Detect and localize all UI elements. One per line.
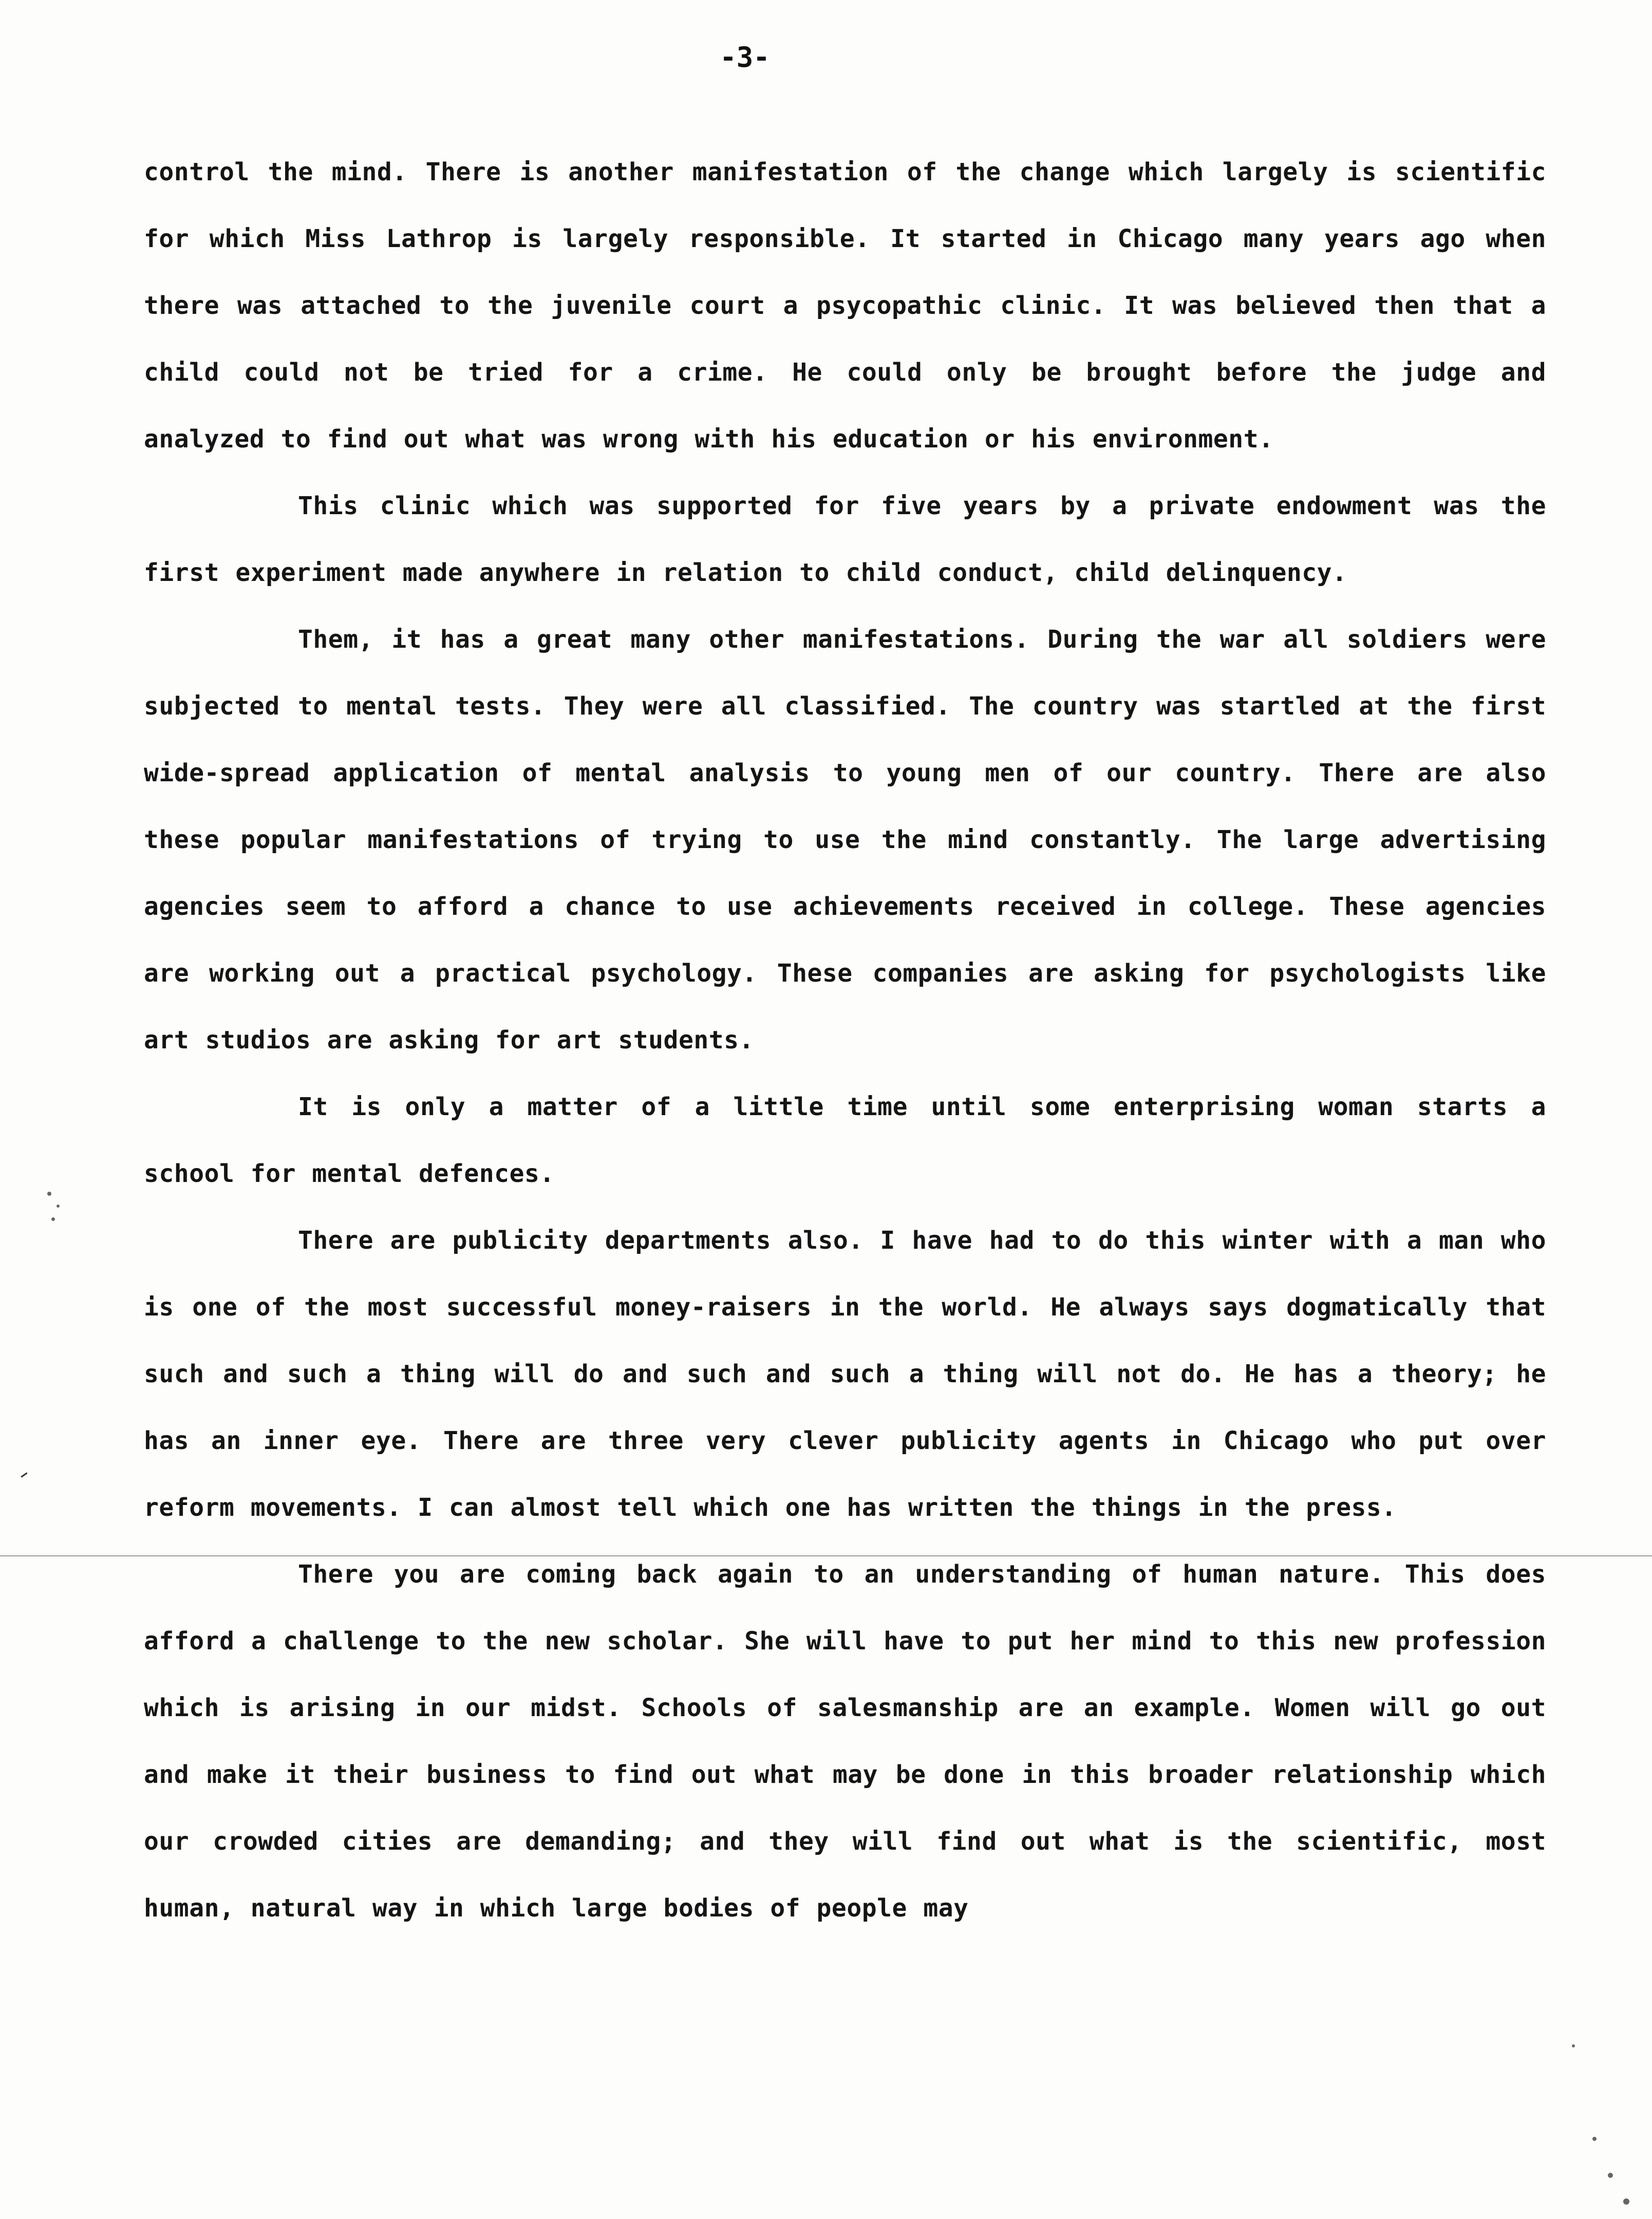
scan-speckle — [47, 1192, 51, 1196]
scan-speckle — [51, 1217, 55, 1221]
scan-fold-line — [0, 1555, 1652, 1556]
body-text — [144, 139, 1546, 1942]
paragraph-3: Them, it has a great many other manifestations. During the war all soldiers were subjected to mental tests. They were all classified. The country was startled at the first wide-spread application of mental analysis to young men of our country. There are also these popular manifestations of trying to use the mind constantly. The large advertising agencies seem to afford a chance to use achievements received in college. These agencies are working out a practical psychology. These companies are asking for psychologists like art studios are asking for art students. — [144, 625, 1546, 1055]
paragraph-4: It is only a matter of a little time until some enterprising woman starts a school for mental defences. — [144, 1093, 1546, 1188]
scan-tick-mark — [21, 1472, 27, 1477]
paragraph-2: This clinic which was supported for five years by a private endowment was the first experiment made anywhere in relation to child conduct, child delinquency. — [144, 492, 1546, 587]
paragraph-6: There you are coming back again to an understanding of human nature. This does afford a challenge to the new scholar. She will have to put her mind to this new profession which is arising in our midst. Schools of salesmanship are an example. Women will go out and make it their business to find out what may be done in this broader relationship which our crowded cities are demanding; and they will find out what is the scientific, most human, natural way in which large bodies of people may — [144, 1560, 1546, 1923]
scan-speckle — [1623, 2198, 1629, 2205]
scan-speckle — [1572, 2044, 1575, 2047]
scan-speckle — [1608, 2173, 1613, 2178]
scan-speckle — [57, 1205, 60, 1208]
scan-speckle — [1592, 2137, 1597, 2141]
page-number: -3- — [720, 41, 770, 73]
paragraph-1: control the mind. There is another manifestation of the change which largely is scientific for which Miss Lathrop is largely responsible. It started in Chicago many years ago when there was attached to the juvenile court a psycopathic clinic. It was believed then that a child could not be tried for a crime. He could only be brought before the judge and analyzed to find out what was wrong with his education or his environment. — [144, 158, 1546, 454]
paragraph-5: There are publicity departments also. I have had to do this winter with a man who is one of the most successful money-raisers in the world. He always says dogmatically that such and such a thing will do and such and such a thing will not do. He has a theory; he has an inner eye. There are three very clever publicity agents in Chicago who put over reform movements. I can almost tell which one has written the things in the press. — [144, 1226, 1546, 1522]
